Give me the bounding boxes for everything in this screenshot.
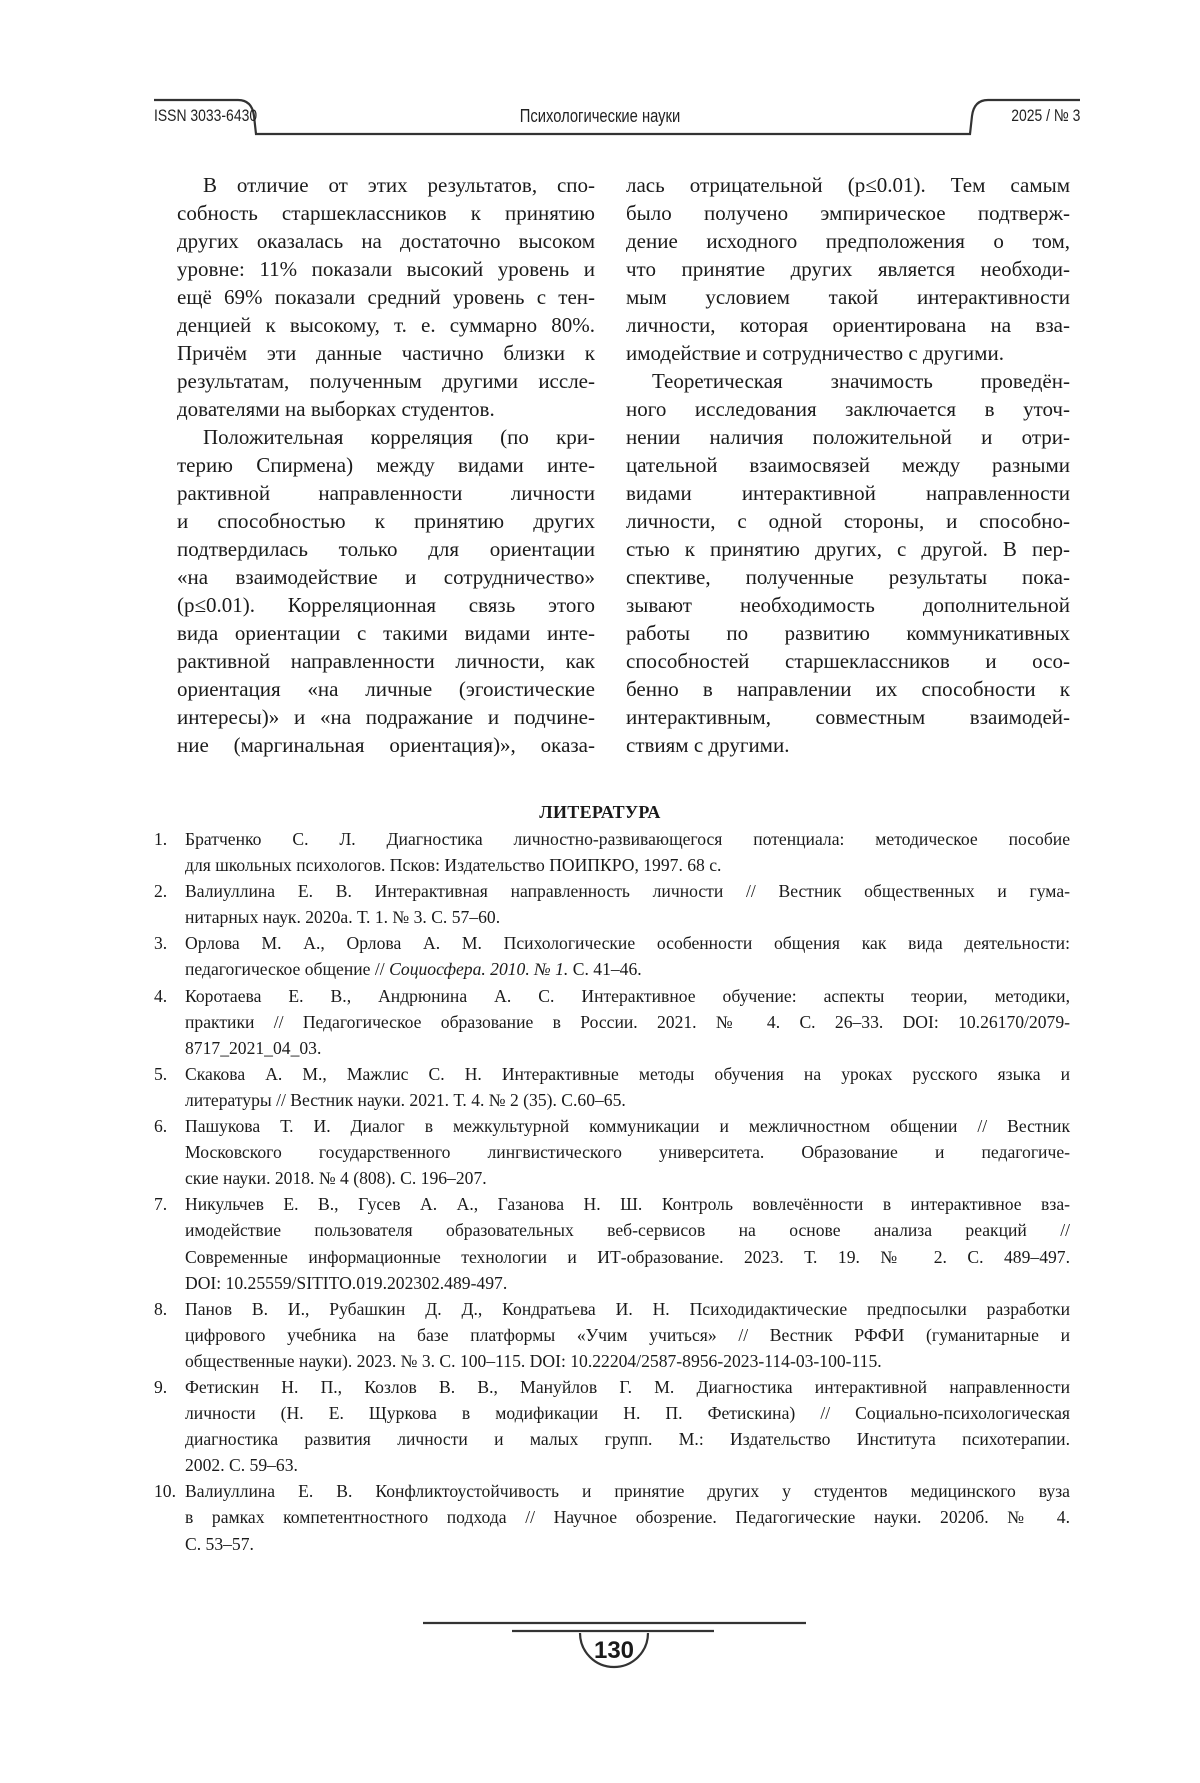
reference-line: Современные информационные технологии и ИТ-образование. 2023. Т. 19. № 2. С. 489–497. <box>185 1244 1070 1270</box>
reference-number: 4. <box>154 983 167 1009</box>
text-line: дение исходного предположения о том, <box>626 227 1070 255</box>
text-line: ние (маргинальная ориентация)», оказа- <box>177 731 595 759</box>
paragraph <box>626 171 1070 367</box>
reference-number: 10. <box>154 1478 176 1504</box>
reference-line: DOI: 10.25559/SITITO.019.202302.489-497. <box>185 1270 1070 1296</box>
text-line: имодействие и сотрудничество с другими. <box>626 339 1070 367</box>
references-heading: ЛИТЕРАТУРА <box>0 802 1200 823</box>
text-line: интересы)» и «на подражание и подчине- <box>177 703 595 731</box>
reference-line: диагностика развития личности и малых групп. М.: Издательство Института психотерапии. <box>185 1426 1070 1452</box>
text-line: уровне: 11% показали высокий уровень и <box>177 255 595 283</box>
text-line: работы по развитию коммуникативных <box>626 619 1070 647</box>
reference-item <box>154 878 1070 930</box>
text-line: и способностью к принятию других <box>177 507 595 535</box>
text-line: спективе, полученные результаты пока- <box>626 563 1070 591</box>
reference-item <box>154 1061 1070 1113</box>
text-line: ствиям с другими. <box>626 731 1070 759</box>
text-line: Теоретическая значимость проведён- <box>626 367 1070 395</box>
reference-line: общественные науки). 2023. № 3. С. 100–115. DOI: 10.22204/2587-8956-2023-114-03-100-115. <box>185 1348 1070 1374</box>
text-line: терию Спирмена) между видами инте- <box>177 451 595 479</box>
text-line: стью к принятию других, с другой. В пер- <box>626 535 1070 563</box>
reference-line: Валиуллина Е. В. Конфликтоустойчивость и принятие других у студентов медицинского вуза <box>185 1478 1070 1504</box>
reference-line: 8717_2021_04_03. <box>185 1035 1070 1061</box>
reference-number: 8. <box>154 1296 167 1322</box>
reference-line: имодействие пользователя образовательных веб-сервисов на основе анализа реакций // <box>185 1217 1070 1243</box>
text-line: результатам, полученным другими иссле- <box>177 367 595 395</box>
reference-item <box>154 1374 1070 1478</box>
text-line: мым условием такой интерактивности <box>626 283 1070 311</box>
reference-line: нитарных наук. 2020а. Т. 1. № 3. С. 57–60. <box>185 904 1070 930</box>
paragraph <box>177 423 595 759</box>
text-line: личности, с одной стороны, и способно- <box>626 507 1070 535</box>
reference-item <box>154 1113 1070 1191</box>
issue-label: 2025 / № 3 <box>1011 106 1080 126</box>
reference-line: Панов В. И., Рубашкин Д. Д., Кондратьева И. Н. Психодидактические предпосылки разработки <box>185 1296 1070 1322</box>
reference-number: 7. <box>154 1191 167 1217</box>
text-line: рактивной направленности личности <box>177 479 595 507</box>
paragraph <box>177 171 595 423</box>
reference-line: Валиуллина Е. В. Интерактивная направленность личности // Вестник общественных и гума- <box>185 878 1070 904</box>
text-line: денцией к высокому, т. е. суммарно 80%. <box>177 311 595 339</box>
reference-number: 1. <box>154 826 167 852</box>
journal-title: Психологические науки <box>520 106 681 127</box>
text-line: интерактивным, совместным взаимодей- <box>626 703 1070 731</box>
text-line: собность старшеклассников к принятию <box>177 199 595 227</box>
reference-line: в рамках компетентностного подхода // Научное обозрение. Педагогические науки. 2020б. № 4. <box>185 1504 1070 1530</box>
reference-text: педагогическое общение // <box>185 959 389 979</box>
text-column-left <box>177 171 595 759</box>
text-line: вида ориентации с такими видами инте- <box>177 619 595 647</box>
reference-line: Орлова М. А., Орлова А. М. Психологические особенности общения как вида деятельности: <box>185 930 1070 956</box>
reference-item <box>154 983 1070 1061</box>
reference-line: цифрового учебника на базе платформы «Учим учиться» // Вестник РФФИ (гуманитарные и <box>185 1322 1070 1348</box>
text-line: способностей старшеклассников и осо- <box>626 647 1070 675</box>
text-line: ещё 69% показали средний уровень с тен- <box>177 283 595 311</box>
text-line: цательной взаимосвязей между разными <box>626 451 1070 479</box>
reference-line: литературы // Вестник науки. 2021. Т. 4. № 2 (35). С.60–65. <box>185 1087 1070 1113</box>
reference-number: 9. <box>154 1374 167 1400</box>
journal-name-italic: Социосфера. 2010. № 1. <box>389 959 568 979</box>
text-line: нении наличия положительной и отри- <box>626 423 1070 451</box>
reference-number: 2. <box>154 878 167 904</box>
page-number: 130 <box>594 1637 634 1665</box>
text-line: было получено эмпирическое подтверж- <box>626 199 1070 227</box>
reference-line: Московского государственного лингвистического университета. Образование и педагогиче- <box>185 1139 1070 1165</box>
text-line: бенно в направлении их способности к <box>626 675 1070 703</box>
text-line: видами интерактивной направленности <box>626 479 1070 507</box>
text-line: лась отрицательной (p≤0.01). Тем самым <box>626 171 1070 199</box>
text-line: зывают необходимость дополнительной <box>626 591 1070 619</box>
reference-item <box>154 930 1070 982</box>
text-line: В отличие от этих результатов, спо- <box>177 171 595 199</box>
reference-item <box>154 1478 1070 1556</box>
reference-number: 5. <box>154 1061 167 1087</box>
text-line: подтвердилась только для ориентации <box>177 535 595 563</box>
reference-line: Никульчев Е. В., Гусев А. А., Газанова Н. Ш. Контроль вовлечённости в интерактивное вза- <box>185 1191 1070 1217</box>
reference-number: 6. <box>154 1113 167 1139</box>
reference-line: 2002. С. 59–63. <box>185 1452 1070 1478</box>
reference-line: для школьных психологов. Псков: Издательство ПОИПКРО, 1997. 68 с. <box>185 852 1070 878</box>
text-line: (p≤0.01). Корреляционная связь этого <box>177 591 595 619</box>
references-list <box>154 826 1070 1557</box>
reference-line: Фетискин Н. П., Козлов В. В., Мануйлов Г. М. Диагностика интерактивной направленности <box>185 1374 1070 1400</box>
reference-line <box>185 956 1070 982</box>
reference-item <box>154 1296 1070 1374</box>
text-line: Положительная корреляция (по кри- <box>177 423 595 451</box>
text-line: «на взаимодействие и сотрудничество» <box>177 563 595 591</box>
text-line: рактивной направленности личности, как <box>177 647 595 675</box>
reference-line: Коротаева Е. В., Андрюнина А. С. Интерактивное обучение: аспекты теории, методики, <box>185 983 1070 1009</box>
text-line: дователями на выборках студентов. <box>177 395 595 423</box>
reference-line: практики // Педагогическое образование в России. 2021. № 4. С. 26–33. DOI: 10.26170/2079- <box>185 1009 1070 1035</box>
reference-line: С. 53–57. <box>185 1531 1070 1557</box>
text-line: ного исследования заключается в уточ- <box>626 395 1070 423</box>
reference-line: Скакова А. М., Мажлис С. Н. Интерактивные методы обучения на уроках русского языка и <box>185 1061 1070 1087</box>
text-column-right <box>626 171 1070 759</box>
text-line: личности, которая ориентирована на вза- <box>626 311 1070 339</box>
text-line: что принятие других является необходи- <box>626 255 1070 283</box>
reference-text: С. 41–46. <box>568 959 641 979</box>
text-line: ориентация «на личные (эгоистические <box>177 675 595 703</box>
reference-line: Пашукова Т. И. Диалог в межкультурной коммуникации и межличностном общении // Вестник <box>185 1113 1070 1139</box>
text-line: других оказалась на достаточно высоком <box>177 227 595 255</box>
reference-line: Братченко С. Л. Диагностика личностно-развивающегося потенциала: методическое пособие <box>185 826 1070 852</box>
reference-item <box>154 1191 1070 1295</box>
reference-item <box>154 826 1070 878</box>
issn-label: ISSN 3033-6430 <box>154 106 257 126</box>
paragraph <box>626 367 1070 759</box>
text-line: Причём эти данные частично близки к <box>177 339 595 367</box>
reference-number: 3. <box>154 930 167 956</box>
reference-line: личности (Н. Е. Щуркова в модификации Н. П. Фетискина) // Социально-психологическая <box>185 1400 1070 1426</box>
reference-line: ские науки. 2018. № 4 (808). С. 196–207. <box>185 1165 1070 1191</box>
